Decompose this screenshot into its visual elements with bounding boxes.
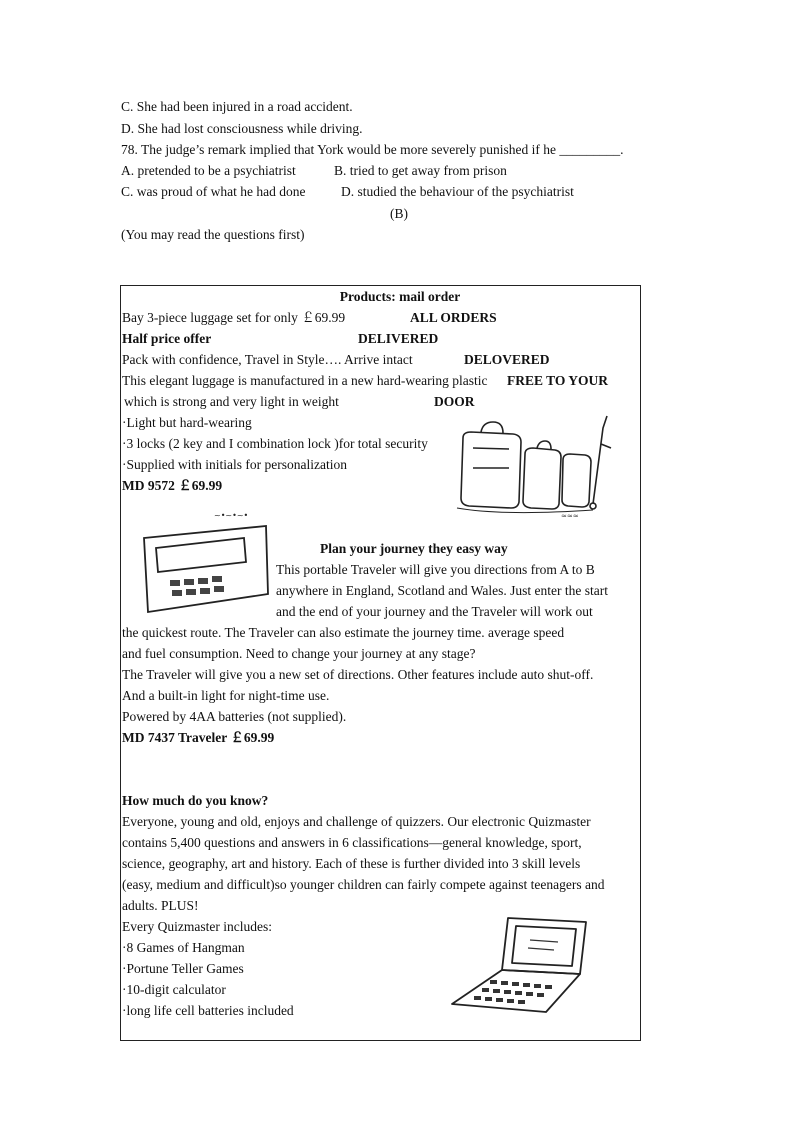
quiz-text-line: Every Quizmaster includes: xyxy=(122,919,272,934)
q77-option-c: C. She had been injured in a road accident. xyxy=(121,99,353,114)
all-orders-label: ALL ORDERS xyxy=(410,310,497,325)
traveler-text-line: and fuel consumption. Need to change your journey at any stage? xyxy=(122,646,476,661)
q78-option-a: A. pretended to be a psychiatrist xyxy=(121,163,296,178)
device-body-icon xyxy=(144,526,268,612)
suitcase-medium-icon xyxy=(523,448,561,509)
luggage-offer-line: Bay 3-piece luggage set for only ￡69.99 xyxy=(122,310,346,325)
q78-option-b: B. tried to get away from prison xyxy=(334,163,507,178)
traveler-device-illustration xyxy=(136,508,274,618)
luggage-illustration xyxy=(443,408,630,532)
quiz-text-line: adults. PLUS! xyxy=(122,898,199,913)
traveler-text-line: anywhere in England, Scotland and Wales. Just enter the start xyxy=(276,583,608,598)
half-price-offer: Half price offer xyxy=(122,331,212,346)
q78-stem: 78. The judge’s remark implied that York would be more severely punished if he _________. xyxy=(121,142,624,157)
luggage-bullet: ·Supplied with initials for personalization xyxy=(122,457,347,472)
traveler-text-line: And a built-in light for night-time use. xyxy=(122,688,330,703)
q78-option-d: D. studied the behaviour of the psychiatrist xyxy=(341,184,574,199)
luggage-pack-line: Pack with confidence, Travel in Style…. Arrive intact xyxy=(122,352,413,367)
delivered-label: DELIVERED xyxy=(358,331,439,346)
suitcase-small-icon xyxy=(562,454,591,507)
traveler-text-line: This portable Traveler will give you directions from A to B xyxy=(276,562,595,577)
traveler-text-line: The Traveler will give you a new set of directions. Other features include auto shut-off. xyxy=(122,667,594,682)
traveler-title: Plan your journey they easy way xyxy=(320,541,508,556)
quiz-bullet: ·long life cell batteries included xyxy=(122,1003,294,1018)
quiz-text-line: contains 5,400 questions and answers in 6 classifications—general knowledge, sport, xyxy=(122,835,582,850)
svg-text:~•~•~•: ~•~•~• xyxy=(214,511,249,520)
reading-instruction: (You may read the questions first) xyxy=(121,227,305,242)
traveler-product-code: MD 7437 Traveler ￡69.99 xyxy=(122,730,275,745)
suitcase-large-icon xyxy=(461,432,521,508)
quizmaster-illustration xyxy=(446,912,596,1018)
luggage-bullet: ·Light but hard-wearing xyxy=(122,415,252,430)
quiz-title: How much do you know? xyxy=(122,793,269,808)
quiz-text-line: Everyone, young and old, enjoys and challenge of quizzers. Our electronic Quizmaster xyxy=(122,814,591,829)
section-label: (B) xyxy=(390,206,408,221)
quiz-text-line: (easy, medium and difficult)so younger children can fairly compete against teenagers and xyxy=(122,877,605,892)
traveler-text-line: Powered by 4AA batteries (not supplied). xyxy=(122,709,347,724)
luggage-strong-line: which is strong and very light in weight xyxy=(124,394,339,409)
luggage-bullet: ·3 locks (2 key and I combination lock )for total security xyxy=(122,436,428,451)
traveler-text-line: and the end of your journey and the Traveler will work out xyxy=(276,604,593,619)
quiz-bullet: ·10-digit calculator xyxy=(122,982,226,997)
svg-text:≈≈≈: ≈≈≈ xyxy=(561,512,579,520)
q77-option-d: D. She had lost consciousness while driving. xyxy=(121,121,363,136)
free-to-your-label: FREE TO YOUR xyxy=(507,373,609,388)
quiz-bullet: ·8 Games of Hangman xyxy=(122,940,245,955)
quiz-bullet: ·Portune Teller Games xyxy=(122,961,244,976)
traveler-text-line: the quickest route. The Traveler can also estimate the journey time. average speed xyxy=(122,625,565,640)
q78-option-c: C. was proud of what he had done xyxy=(121,184,306,199)
door-label: DOOR xyxy=(434,394,475,409)
luggage-product-code: MD 9572 ￡69.99 xyxy=(122,478,223,493)
quiz-text-line: science, geography, art and history. Each of these is further divided into 3 skill levels xyxy=(122,856,581,871)
luggage-elegant-line: This elegant luggage is manufactured in a new hard-wearing plastic xyxy=(122,373,488,388)
products-title: Products: mail order xyxy=(339,289,461,304)
delovered-label: DELOVERED xyxy=(464,352,550,367)
